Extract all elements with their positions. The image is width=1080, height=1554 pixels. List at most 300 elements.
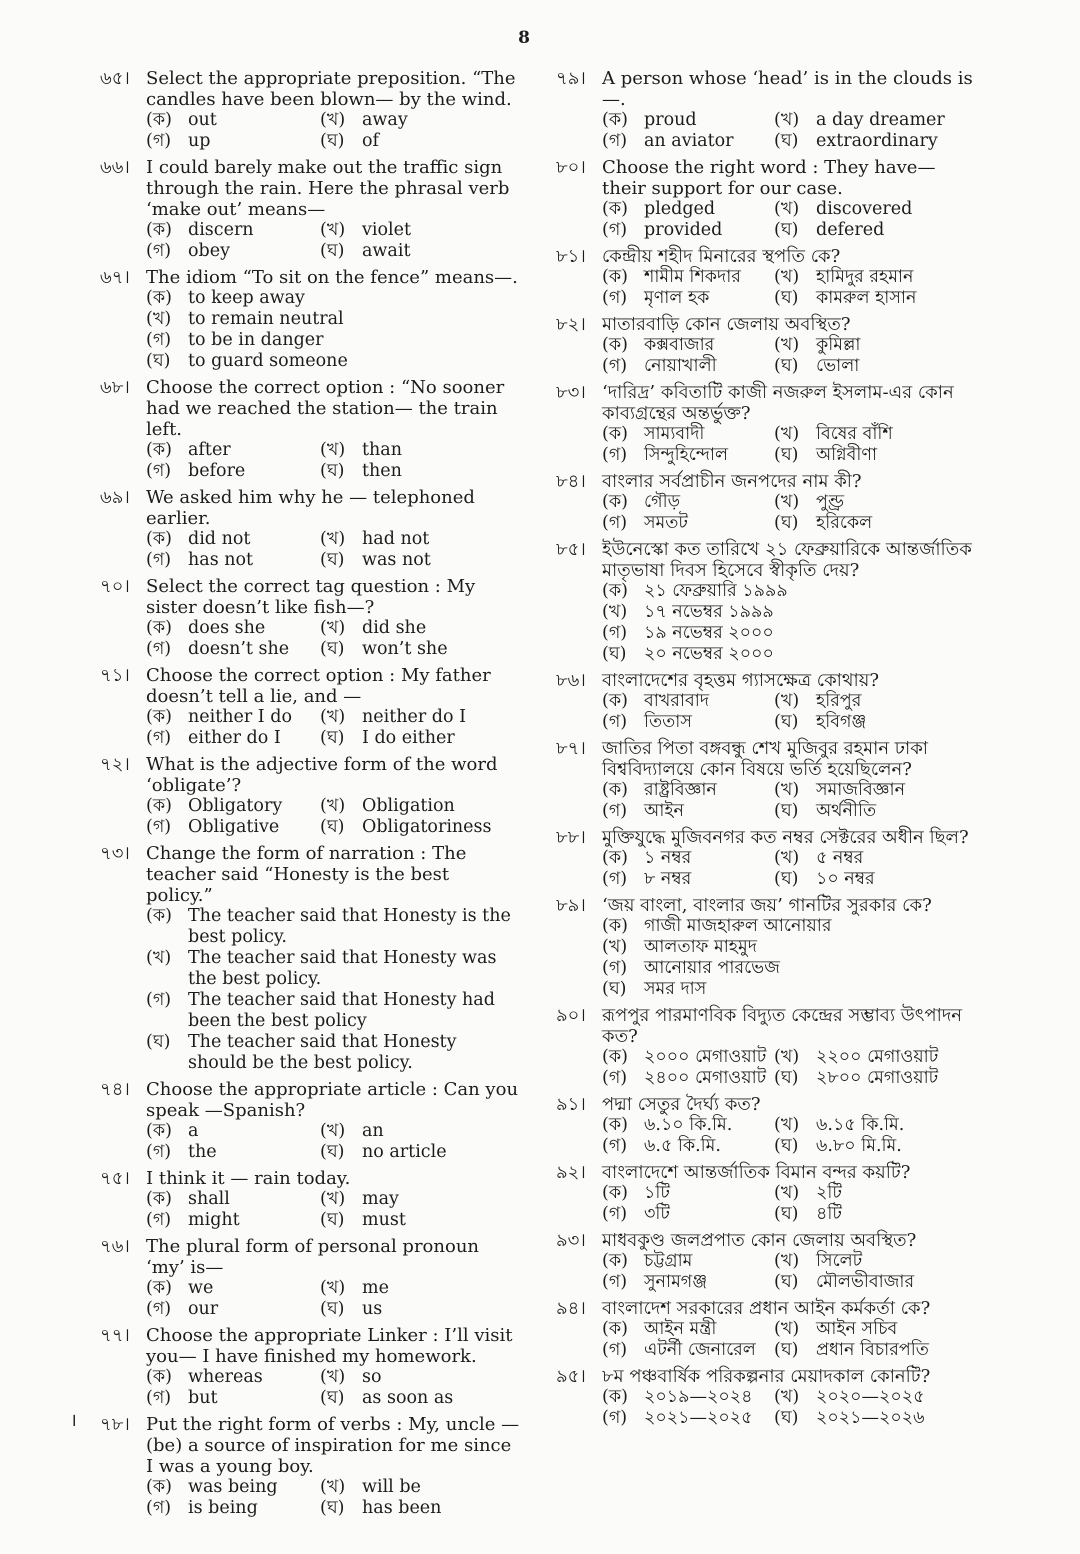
question-text: Put the right form of verbs : My, uncle — (be) a source of inspiration for me since I was a young boy.: [146, 1414, 520, 1477]
option-text: অগ্নিবীণা: [816, 445, 878, 465]
answer-option: [602, 581, 980, 602]
answer-option: [774, 131, 980, 152]
option-label: (খ): [320, 1189, 346, 1209]
question-number: ৬৭।: [100, 267, 130, 288]
question-number: ৭২।: [100, 754, 130, 775]
option-label: (খ): [774, 424, 800, 444]
option-text: doesn’t she: [188, 639, 290, 659]
question-number: ৭০।: [100, 576, 130, 597]
option-text: ২০২০—২০২৫: [816, 1387, 925, 1407]
question-item: [556, 1005, 980, 1089]
answer-option: [146, 1189, 320, 1210]
answer-option: [146, 990, 520, 1032]
question-stem: [556, 157, 980, 199]
option-label: (ঘ): [320, 1299, 345, 1319]
answer-option: [146, 1388, 320, 1409]
option-label: (গ): [146, 1142, 172, 1162]
answer-option: [146, 1498, 320, 1519]
answer-option: [602, 424, 774, 445]
question-item: [556, 670, 980, 733]
option-text: ৬.১০ কি.মি.: [644, 1115, 733, 1135]
option-text: neither do I: [362, 707, 467, 727]
option-label: (ক): [602, 1319, 628, 1339]
answer-option: [146, 618, 320, 639]
question-stem: [100, 665, 520, 707]
answer-option: [320, 1142, 520, 1163]
answer-option: [320, 639, 520, 660]
option-label: (ক): [602, 424, 628, 444]
option-label: (ক): [146, 529, 172, 549]
option-text: The teacher said that Honesty had been the best policy: [188, 990, 495, 1031]
answer-option: [602, 602, 980, 623]
answer-options: [602, 492, 980, 534]
option-label: (ঘ): [774, 356, 799, 376]
question-item: [556, 827, 980, 890]
question-stem: [100, 68, 520, 110]
option-text: Obligation: [362, 796, 455, 816]
option-label: (ক): [602, 848, 628, 868]
answer-option: [602, 199, 774, 220]
question-item: [556, 314, 980, 377]
option-text: ২৮০০ মেগাওয়াট: [816, 1068, 939, 1088]
option-text: to remain neutral: [188, 309, 344, 329]
answer-option: [146, 707, 320, 728]
option-label: (খ): [774, 691, 800, 711]
option-label: (খ): [774, 848, 800, 868]
option-text: রাষ্ট্রবিজ্ঞান: [644, 780, 717, 800]
answer-option: [774, 356, 980, 377]
option-label: (ঘ): [774, 869, 799, 889]
answer-option: [146, 110, 320, 131]
question-stem: [556, 382, 980, 424]
question-item: [556, 1366, 980, 1429]
question-text: Change the form of narration : The teacher said “Honesty is the best policy.”: [146, 843, 467, 906]
question-stem: [556, 1162, 980, 1183]
answer-option: [146, 1278, 320, 1299]
answer-option: [602, 979, 980, 1000]
option-label: (গ): [146, 241, 172, 261]
option-label: (ঘ): [774, 513, 799, 533]
option-label: (ক): [602, 780, 628, 800]
option-text: pledged: [644, 199, 716, 219]
question-item: [100, 576, 520, 660]
option-text: ২২০০ মেগাওয়াট: [816, 1047, 939, 1067]
question-stem: [556, 246, 980, 267]
question-item: [100, 665, 520, 749]
question-number: ৯১।: [556, 1094, 586, 1115]
option-label: (ঘ): [774, 288, 799, 308]
option-text: away: [362, 110, 408, 130]
question-stem: [556, 68, 980, 110]
question-item: [556, 471, 980, 534]
answer-option: [320, 1299, 520, 1320]
option-label: (খ): [602, 602, 628, 622]
answer-option: [602, 335, 774, 356]
answer-options: [146, 440, 520, 482]
answer-option: [602, 712, 774, 733]
option-text: ১ নম্বর: [644, 848, 692, 868]
answer-option: [602, 958, 980, 979]
option-text: out: [188, 110, 217, 130]
answer-option: [146, 550, 320, 571]
option-label: (ক): [146, 707, 172, 727]
option-text: extraordinary: [816, 131, 938, 151]
question-item: [556, 157, 980, 241]
option-label: (ঘ): [774, 801, 799, 821]
answer-options: [146, 288, 520, 372]
answer-option: [146, 241, 320, 262]
answer-option: [146, 440, 320, 461]
option-label: (খ): [774, 780, 800, 800]
answer-options: [146, 618, 520, 660]
option-text: চট্টগ্রাম: [644, 1251, 693, 1271]
option-text: সিন্দুহিন্দোল: [644, 445, 728, 465]
question-item: [100, 377, 520, 482]
option-label: (গ): [602, 513, 628, 533]
option-label: (খ): [774, 1251, 800, 1271]
option-text: ২০ নভেম্বর ২০০০: [644, 644, 774, 664]
option-text: won’t she: [362, 639, 448, 659]
option-text: violet: [362, 220, 412, 240]
option-label: (গ): [602, 623, 628, 643]
question-stem: [100, 754, 520, 796]
question-text: মাতারবাড়ি কোন জেলায় অবস্থিত?: [602, 314, 851, 335]
question-stem: [556, 1230, 980, 1251]
answer-option: [602, 1387, 774, 1408]
option-text: নোয়াখালী: [644, 356, 717, 376]
answer-option: [146, 131, 320, 152]
option-label: (ঘ): [774, 220, 799, 240]
answer-option: [602, 220, 774, 241]
question-number: ৬৫।: [100, 68, 130, 89]
answer-option: [774, 335, 980, 356]
question-stem: [556, 1298, 980, 1319]
option-label: (গ): [146, 728, 172, 748]
option-label: (ক): [602, 1115, 628, 1135]
option-label: (ঘ): [774, 712, 799, 732]
answer-option: [146, 351, 520, 372]
option-text: may: [362, 1189, 399, 1209]
question-text: ৮ম পঞ্চবার্ষিক পরিকল্পনার মেয়াদকাল কোনটি?: [602, 1366, 931, 1387]
question-number: ৭৬।: [100, 1236, 130, 1257]
option-text: is being: [188, 1498, 258, 1518]
option-text: সমাজবিজ্ঞান: [816, 780, 906, 800]
option-label: (খ): [602, 937, 628, 957]
option-label: (খ): [774, 1047, 800, 1067]
option-label: (খ): [320, 1121, 346, 1141]
answer-options: [602, 110, 980, 152]
option-text: মৃণাল হক: [644, 288, 710, 308]
answer-options: [602, 780, 980, 822]
answer-option: [602, 623, 980, 644]
question-stem: [556, 738, 980, 780]
option-text: প্রধান বিচারপতি: [816, 1340, 929, 1360]
option-label: (গ): [602, 356, 628, 376]
answer-options: [602, 424, 980, 466]
answer-option: [774, 424, 980, 445]
answer-options: [146, 529, 520, 571]
option-text: সমর দাস: [644, 979, 707, 999]
option-text: সুনামগঞ্জ: [644, 1272, 708, 1292]
option-text: আলতাফ মাহমুদ: [644, 937, 757, 957]
question-stem: [100, 267, 520, 288]
question-number: ৮৩।: [556, 382, 586, 403]
answer-option: [320, 461, 520, 482]
option-text: me: [362, 1278, 389, 1298]
question-text: Choose the appropriate article : Can you speak —Spanish?: [146, 1079, 519, 1121]
answer-option: [774, 513, 980, 534]
answer-option: [320, 1210, 520, 1231]
question-stem: [100, 157, 520, 220]
option-label: (খ): [320, 529, 346, 549]
margin-mark: ।: [70, 1410, 77, 1431]
option-label: (ক): [602, 1183, 628, 1203]
option-text: had not: [362, 529, 430, 549]
answer-options: [602, 1047, 980, 1089]
answer-options: [602, 1319, 980, 1361]
question-number: ৭৩।: [100, 843, 130, 864]
answer-option: [602, 1115, 774, 1136]
answer-option: [146, 639, 320, 660]
option-text: defered: [816, 220, 885, 240]
question-number: ৭১।: [100, 665, 130, 686]
answer-option: [320, 796, 520, 817]
answer-option: [602, 644, 980, 665]
answer-options: [602, 848, 980, 890]
answer-option: [774, 1408, 980, 1429]
option-text: আইন: [644, 801, 684, 821]
option-label: (গ): [602, 1272, 628, 1292]
option-text: did not: [188, 529, 251, 549]
answer-option: [602, 848, 774, 869]
option-label: (ঘ): [774, 445, 799, 465]
option-label: (খ): [774, 1115, 800, 1135]
question-number: ৭৮।: [100, 1414, 130, 1435]
option-text: The teacher said that Honesty is the best policy.: [188, 906, 511, 947]
question-item: [100, 157, 520, 262]
question-stem: [100, 1236, 520, 1278]
answer-option: [320, 1388, 520, 1409]
question-text: The idiom “To sit on the fence” means—.: [146, 267, 518, 288]
answer-option: [320, 707, 520, 728]
answer-option: [320, 1278, 520, 1299]
answer-option: [320, 1477, 520, 1498]
option-label: (ক): [146, 220, 172, 240]
answer-option: [146, 1032, 520, 1074]
question-stem: [556, 1094, 980, 1115]
question-stem: [100, 843, 520, 906]
option-text: হামিদুর রহমান: [816, 267, 914, 287]
question-item: [100, 1236, 520, 1320]
answer-option: [146, 529, 320, 550]
option-text: we: [188, 1278, 214, 1298]
question-item: [100, 1325, 520, 1409]
option-text: ভোলা: [816, 356, 860, 376]
answer-options: [602, 581, 980, 665]
answer-option: [602, 937, 980, 958]
option-text: অর্থনীতি: [816, 801, 877, 821]
option-label: (খ): [320, 440, 346, 460]
answer-option: [146, 288, 520, 309]
question-number: ৯০।: [556, 1005, 586, 1026]
option-label: (খ): [320, 1477, 346, 1497]
option-text: ২০২১—২০২৫: [644, 1408, 753, 1428]
option-label: (ক): [146, 1477, 172, 1497]
question-item: [556, 68, 980, 152]
option-text: আইন মন্ত্রী: [644, 1319, 717, 1339]
question-text: বাংলাদেশ সরকারের প্রধান আইন কর্মকর্তা কে?: [602, 1298, 931, 1319]
option-text: কুমিল্লা: [816, 335, 861, 355]
option-label: (ঘ): [320, 639, 345, 659]
option-text: was not: [362, 550, 431, 570]
option-label: (ক): [602, 916, 628, 936]
answer-option: [774, 712, 980, 733]
option-text: ২৪০০ মেগাওয়াট: [644, 1068, 767, 1088]
answer-option: [602, 1408, 774, 1429]
answer-options: [602, 199, 980, 241]
option-text: কক্সবাজার: [644, 335, 715, 355]
option-label: (গ): [602, 1408, 628, 1428]
answer-options: [146, 1121, 520, 1163]
option-label: (খ): [774, 1183, 800, 1203]
answer-option: [320, 728, 520, 749]
option-text: an: [362, 1121, 384, 1141]
answer-option: [320, 1498, 520, 1519]
option-text: a: [188, 1121, 199, 1141]
answer-option: [602, 513, 774, 534]
question-stem: [100, 487, 520, 529]
option-label: (খ): [774, 492, 800, 512]
answer-option: [146, 330, 520, 351]
question-item: [556, 382, 980, 466]
answer-option: [146, 1121, 320, 1142]
option-text: কামরুল হাসান: [816, 288, 917, 308]
option-text: before: [188, 461, 246, 481]
option-text: to keep away: [188, 288, 305, 308]
answer-option: [774, 1068, 980, 1089]
question-text: I could barely make out the traffic sign through the rain. Here the phrasal verb ‘make out’ means—: [146, 157, 510, 220]
option-label: (ঘ): [320, 461, 345, 481]
answer-option: [774, 492, 980, 513]
question-number: ৮২।: [556, 314, 586, 335]
answer-option: [602, 1047, 774, 1068]
option-text: ৮ নম্বর: [644, 869, 692, 889]
question-stem: [100, 1168, 520, 1189]
option-label: (ক): [146, 110, 172, 130]
option-label: (গ): [146, 639, 172, 659]
answer-option: [320, 1367, 520, 1388]
answer-options: [146, 707, 520, 749]
option-text: ৪টি: [816, 1204, 842, 1224]
answer-option: [320, 618, 520, 639]
option-label: (গ): [602, 869, 628, 889]
option-text: এটর্নী জেনারেল: [644, 1340, 756, 1360]
option-text: তিতাস: [644, 712, 692, 732]
option-text: up: [188, 131, 211, 151]
option-label: (গ): [146, 1299, 172, 1319]
question-text: Select the correct tag question : My sister doesn’t like fish—?: [146, 576, 476, 618]
question-item: [556, 738, 980, 822]
question-item: [556, 539, 980, 665]
option-label: (গ): [602, 1340, 628, 1360]
question-text: জাতির পিতা বঙ্গবন্ধু শেখ মুজিবুর রহমান ঢাকা বিশ্ববিদ্যালয়ে কোন বিষয়ে ভর্তি হয়েছিলেন?: [602, 738, 929, 780]
answer-option: [146, 309, 520, 330]
option-label: (ঘ): [320, 1142, 345, 1162]
option-label: (ঘ): [320, 817, 345, 837]
answer-option: [146, 948, 520, 990]
option-label: (গ): [146, 817, 172, 837]
option-label: (খ): [774, 1319, 800, 1339]
answer-option: [320, 220, 520, 241]
answer-option: [320, 131, 520, 152]
option-text: হবিগঞ্জ: [816, 712, 867, 732]
option-text: মৌলভীবাজার: [816, 1272, 915, 1292]
option-text: গৌড়: [644, 492, 681, 512]
answer-option: [774, 1340, 980, 1361]
option-text: ৬.১৫ কি.মি.: [816, 1115, 905, 1135]
answer-option: [320, 817, 520, 838]
option-text: but: [188, 1388, 218, 1408]
answer-option: [602, 916, 980, 937]
option-text: discern: [188, 220, 254, 240]
answer-option: [774, 1047, 980, 1068]
option-text: I do either: [362, 728, 455, 748]
answer-option: [602, 267, 774, 288]
option-label: (খ): [320, 618, 346, 638]
option-text: ২০১৯—২০২৪: [644, 1387, 753, 1407]
question-item: [556, 1162, 980, 1225]
question-item: [556, 895, 980, 1000]
question-number: ৭৭।: [100, 1325, 130, 1346]
option-text: Obligatoriness: [362, 817, 492, 837]
answer-option: [774, 199, 980, 220]
answer-option: [774, 848, 980, 869]
answer-option: [774, 1272, 980, 1293]
question-item: [100, 1168, 520, 1231]
answer-options: [602, 1183, 980, 1225]
answer-option: [320, 550, 520, 571]
answer-option: [146, 1477, 320, 1498]
option-label: (ঘ): [774, 1204, 799, 1224]
answer-option: [774, 288, 980, 309]
option-text: The teacher said that Honesty was the best policy.: [188, 948, 497, 989]
question-stem: [100, 1325, 520, 1367]
option-label: (খ): [320, 110, 346, 130]
option-label: (খ): [320, 1278, 346, 1298]
question-item: [100, 843, 520, 1074]
question-text: বাংলার সর্বপ্রাচীন জনপদের নাম কী?: [602, 471, 862, 492]
answer-option: [602, 1136, 774, 1157]
option-label: (ক): [602, 1047, 628, 1067]
question-item: [100, 1414, 520, 1519]
option-label: (গ): [146, 550, 172, 570]
option-label: (ক): [146, 1278, 172, 1298]
option-label: (ঘ): [320, 728, 345, 748]
question-text: বাংলাদেশে আন্তর্জাতিক বিমান বন্দর কয়টি?: [602, 1162, 911, 1183]
answer-option: [320, 1121, 520, 1142]
option-label: (ক): [602, 691, 628, 711]
question-text: বাংলাদেশের বৃহত্তম গ্যাসক্ষেত্র কোথায়?: [602, 670, 880, 691]
option-text: The teacher said that Honesty should be the best policy.: [188, 1032, 457, 1073]
answer-option: [602, 1340, 774, 1361]
option-text: বাখরাবাদ: [644, 691, 710, 711]
question-number: ৮১।: [556, 246, 586, 267]
answer-options: [146, 796, 520, 838]
option-text: shall: [188, 1189, 230, 1209]
page-number: 8: [518, 28, 530, 48]
question-stem: [556, 539, 980, 581]
question-text: I think it — rain today.: [146, 1168, 351, 1189]
